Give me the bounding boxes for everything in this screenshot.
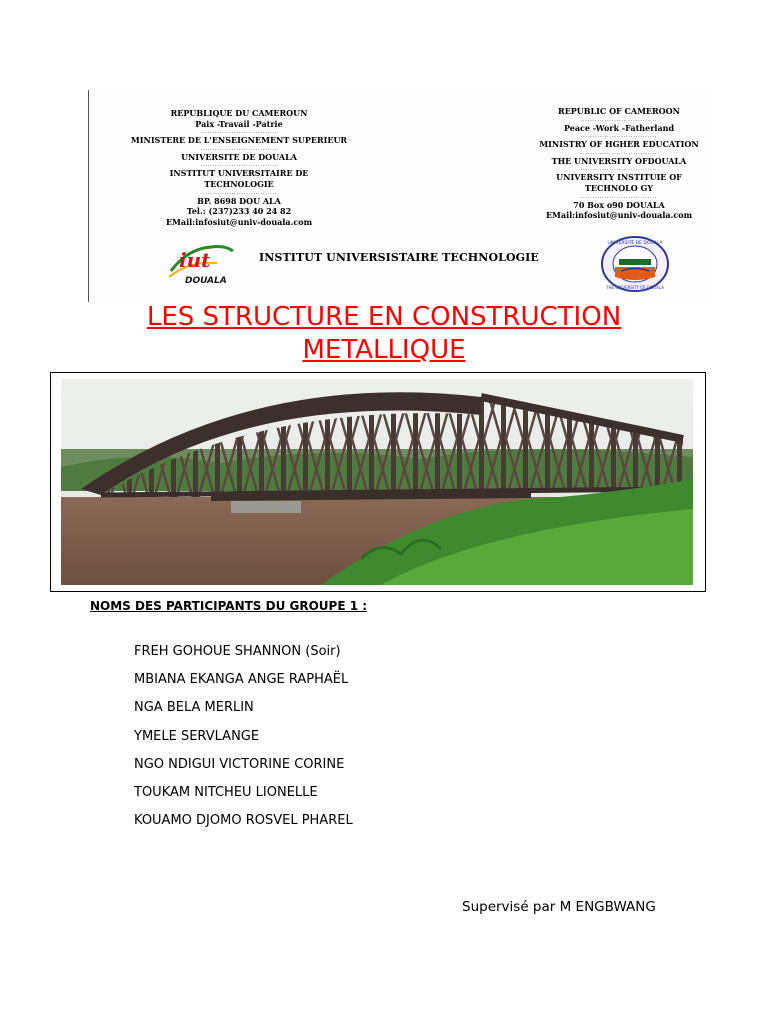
ministry-fr: MINISTERE DE L'ENSEIGNEMENT SUPERIEUR <box>130 135 348 146</box>
seal-top-text: UNIVERSITÉ DE DOUALA <box>607 241 663 246</box>
bridge-photo <box>61 379 693 585</box>
seal-bottom-text: THE UNIVERSITY OF DOUALA <box>606 285 664 290</box>
title-line-1: LES STRUCTURE EN CONSTRUCTION <box>146 302 622 332</box>
document-title <box>0 301 768 367</box>
letterhead-french <box>109 108 369 227</box>
university-fr: UNIVERSITE DE DOUALA <box>181 151 297 162</box>
institute-banner <box>167 235 687 297</box>
letterhead-english <box>489 106 749 221</box>
supervisor-line: Supervisé par M ENGBWANG <box>462 899 656 915</box>
bridge-photo-frame <box>50 372 706 592</box>
motto-en: Peace -Work -Fatherland <box>563 122 675 133</box>
separator-dots: ................................ <box>580 133 658 139</box>
iut-logo-city: DOUALA <box>185 276 227 286</box>
separator-dots: ................................ <box>200 129 278 135</box>
institute-en-line2: TECHNOLO GY <box>584 182 654 193</box>
iut-logo-icon <box>167 241 237 287</box>
separator-dots: ................................ <box>580 116 658 122</box>
separator-dots: ................................ <box>200 145 278 151</box>
list-item: TOUKAM NITCHEU LIONELLE <box>134 784 318 800</box>
list-item: YMELE SERVLANGE <box>134 728 260 744</box>
iut-logo-word: iut <box>179 248 211 272</box>
participants-list <box>134 643 353 840</box>
country-fr: REPUBLIQUE DU CAMEROUN <box>170 108 308 118</box>
institute-name: INSTITUT UNIVERSISTAIRE TECHNOLOGIE <box>259 251 539 264</box>
list-item: NGA BELA MERLIN <box>134 700 254 716</box>
separator-dots: ................................ <box>200 162 278 168</box>
university-seal-icon <box>599 235 671 293</box>
separator-dots: ................................ <box>580 149 658 155</box>
list-item: MBIANA EKANGA ANGE RAPHAËL <box>134 672 349 688</box>
motto-fr: Paix -Travail -Patrie <box>195 118 283 129</box>
tel-fr: Tel.: (237)233 40 24 82 <box>186 206 292 217</box>
university-en: THE UNIVERSITY OFDOUALA <box>551 155 687 166</box>
list-item: KOUAMO DJOMO ROSVEL PHAREL <box>134 813 353 829</box>
separator-dots: ................................ <box>200 189 278 195</box>
institute-en-line1: UNIVERSITY INSTITUIE OF <box>556 172 682 183</box>
country-en: REPUBLIC OF CAMEROON <box>558 106 680 116</box>
separator-dots: ................................ <box>580 166 658 172</box>
separator-dots: ................................ <box>580 193 658 199</box>
list-item: NGO NDIGUI VICTORINE CORINE <box>134 756 345 772</box>
institute-fr-line2: TECHNOLOGIE <box>204 178 274 189</box>
email-en: EMail:infosiut@univ-douala.com <box>545 210 693 221</box>
ministry-en: MINISTRY OF HGHER EDUCATION <box>539 139 699 150</box>
email-fr: EMail:infosiut@univ-douala.com <box>165 216 313 227</box>
list-item: FREH GOHOUE SHANNON (Soir) <box>134 644 341 659</box>
title-line-2: METALLIQUE <box>302 335 466 365</box>
letterhead <box>88 90 714 302</box>
participants-heading: NOMS DES PARTICIPANTS DU GROUPE 1 : <box>90 599 368 613</box>
institute-fr-line1: INSTITUT UNIVERSITAIRE DE <box>169 168 309 179</box>
po-box-fr: BP. 8698 DOU ALA <box>197 195 281 206</box>
po-box-en: 70 Box o90 DOUALA <box>573 199 665 210</box>
